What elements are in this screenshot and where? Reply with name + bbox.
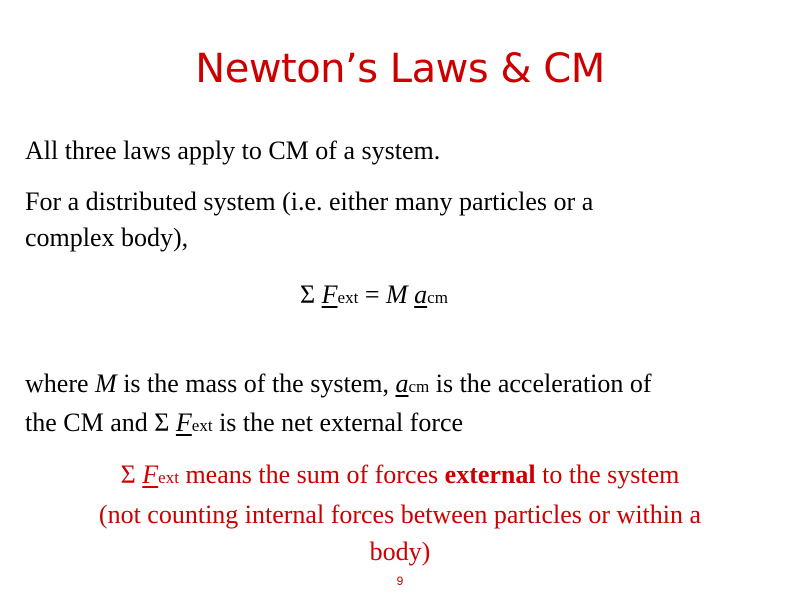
mass-symbol: M xyxy=(385,280,408,309)
text-fragment: the CM and xyxy=(25,408,148,437)
force-subscript: ext xyxy=(158,468,179,487)
force-subscript: ext xyxy=(191,416,213,435)
mass-symbol: M xyxy=(95,369,117,398)
force-vector: F xyxy=(175,408,192,437)
note-line: (not counting internal forces between particles or within a xyxy=(98,500,702,529)
note-line: body) xyxy=(369,537,431,566)
paragraph-line: complex body), xyxy=(25,223,189,252)
paragraph-distributed-system xyxy=(25,184,593,256)
paragraph-definitions xyxy=(25,366,652,444)
note-external-forces xyxy=(0,456,800,570)
paragraph-cm-laws: All three laws apply to CM of a system. xyxy=(25,136,441,165)
sigma-symbol: Σ xyxy=(120,460,136,489)
text-fragment: means the sum of forces xyxy=(185,460,439,489)
sigma-symbol: Σ xyxy=(154,408,170,437)
text-fragment: where xyxy=(25,369,89,398)
acceleration-vector: a xyxy=(414,280,428,309)
force-subscript: ext xyxy=(337,288,359,307)
emphasis-external: external xyxy=(444,460,536,489)
text-fragment: is the mass of the system, xyxy=(123,369,389,398)
note-line xyxy=(0,456,800,496)
force-vector: F xyxy=(321,280,338,309)
text-fragment: is the acceleration of xyxy=(435,369,652,398)
equation-newton-second-law xyxy=(300,277,448,316)
paragraph-line xyxy=(25,405,652,444)
text-fragment: to the system xyxy=(542,460,680,489)
sigma-symbol: Σ xyxy=(300,280,316,309)
slide-title: Newton’s Laws & CM xyxy=(195,46,605,92)
text-fragment: is the net external force xyxy=(219,408,464,437)
acceleration-vector: a xyxy=(395,369,409,398)
paragraph-line: For a distributed system (i.e. either many particles or a xyxy=(25,187,594,216)
force-vector: F xyxy=(142,460,159,489)
acceleration-subscript: cm xyxy=(408,377,430,396)
paragraph-line xyxy=(25,366,652,405)
equals-sign: = xyxy=(364,280,380,309)
page-number: 9 xyxy=(396,574,404,588)
acceleration-subscript: cm xyxy=(427,288,448,307)
